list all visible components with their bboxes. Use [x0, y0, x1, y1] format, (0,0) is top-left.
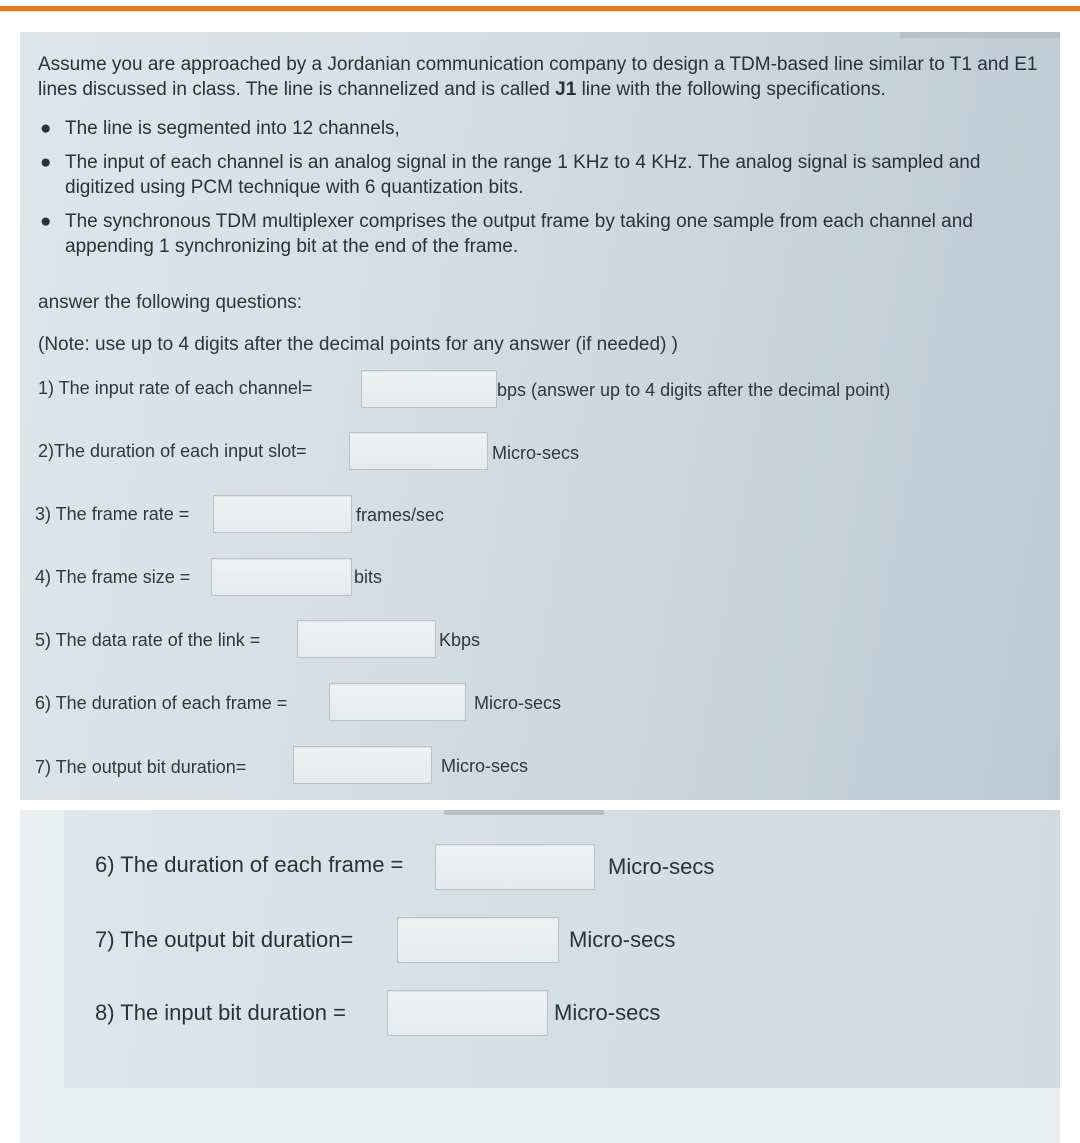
frame-rate-field[interactable] [213, 495, 352, 533]
answer-prompt: answer the following questions: [38, 292, 303, 313]
question-4-label: 4) The frame size = [35, 567, 191, 587]
question-7b-unit: Micro-secs [569, 927, 676, 952]
question-photo-panel [20, 32, 1060, 800]
bullet-icon: ● [40, 118, 52, 139]
question-7b-label: 7) The output bit duration= [95, 927, 354, 952]
question-2-unit: Micro-secs [492, 443, 580, 463]
frame-duration-field[interactable] [329, 683, 466, 721]
frame-size-field[interactable] [211, 558, 352, 596]
intro-text: Assume you are approached by a Jordanian communication company to design a TDM-based line similar to T1 and E1 lines discussed in class. The line is channelized and is called [38, 54, 1038, 100]
question-6b-label: 6) The duration of each frame = [95, 852, 404, 877]
list-item: ● The input of each channel is an analog signal in the range 1 KHz to 4 KHz. The analog signal is sampled and digitized using PCM technique with 6 quantization bits. [40, 152, 981, 198]
question-4-unit: bits [354, 567, 383, 587]
note-text: (Note: use up to 4 digits after the decimal points for any answer (if needed) ) [38, 334, 678, 355]
question-1-label: 1) The input rate of each channel= [38, 378, 313, 398]
panel-content [64, 810, 1060, 1088]
question-6-unit: Micro-secs [474, 693, 562, 713]
question-1-unit: bps (answer up to 4 digits after the decimal point) [497, 380, 891, 400]
bullet-icon: ● [40, 152, 52, 173]
question-6b-unit: Micro-secs [608, 854, 715, 879]
input-rate-field[interactable] [361, 370, 497, 408]
panel-edge [900, 32, 1060, 38]
question-5-label: 5) The data rate of the link = [35, 630, 261, 650]
question-7-unit: Micro-secs [441, 756, 529, 776]
question-6-label: 6) The duration of each frame = [35, 693, 288, 713]
intro-text-end: line with the following specifications. [576, 79, 886, 100]
question-3-unit: frames/sec [356, 505, 445, 525]
link-data-rate-field[interactable] [297, 620, 436, 658]
output-bit-duration-field[interactable] [293, 746, 432, 784]
frame-duration-field[interactable] [435, 844, 595, 890]
output-bit-duration-field[interactable] [397, 917, 559, 963]
list-item: ● The line is segmented into 12 channels, [40, 118, 400, 139]
problem-intro [38, 52, 1048, 102]
question-8-unit: Micro-secs [554, 1000, 661, 1025]
top-accent-bar [0, 6, 1080, 11]
question-5-unit: Kbps [439, 630, 481, 650]
second-photo-panel [20, 810, 1060, 1143]
input-bit-duration-field[interactable] [387, 990, 548, 1036]
question-2-label: 2)The duration of each input slot= [38, 441, 307, 461]
question-3-label: 3) The frame rate = [35, 504, 190, 524]
bullet-icon: ● [40, 211, 52, 232]
specification-list [38, 116, 1053, 268]
question-8-label: 8) The input bit duration = [95, 1000, 346, 1025]
input-slot-duration-field[interactable] [349, 432, 488, 470]
line-name: J1 [555, 79, 577, 100]
list-item: ● The synchronous TDM multiplexer comprises the output frame by taking one sample from each channel and appending 1 synchronizing bit at the end of the frame. [40, 211, 973, 257]
panel-edge [444, 810, 604, 815]
question-7-label: 7) The output bit duration= [35, 757, 247, 777]
